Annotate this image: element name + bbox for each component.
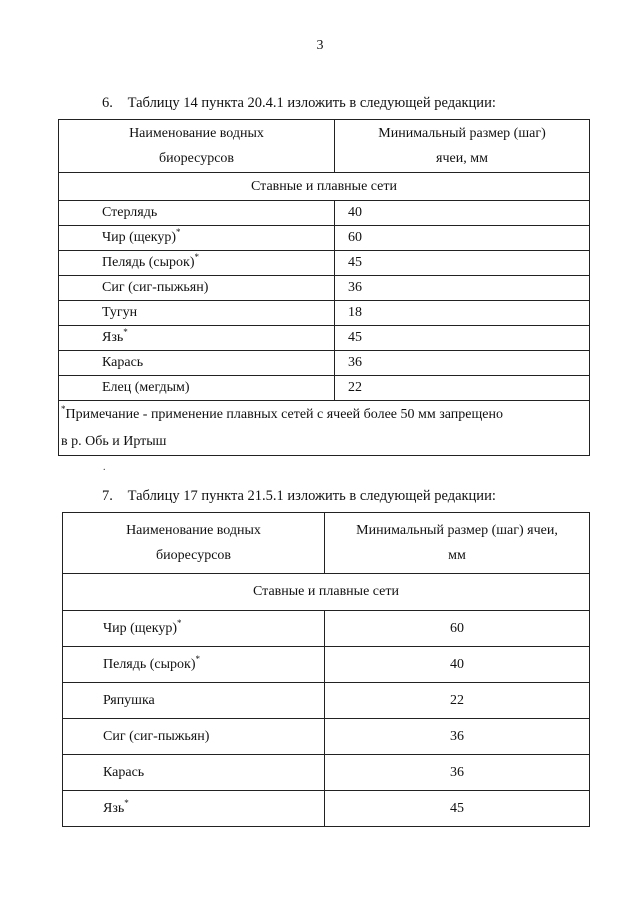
section-6-heading-text: Таблицу 14 пункта 20.4.1 изложить в следующей редакции: [127, 95, 496, 111]
species-cell: Язь* [59, 326, 335, 351]
section-7-heading-text: Таблицу 17 пункта 21.5.1 изложить в следующей редакции: [127, 488, 496, 504]
mesh-size-cell: 36 [325, 719, 590, 755]
table-row [59, 276, 590, 301]
mesh-size-cell: 22 [325, 683, 590, 719]
section-6-heading [102, 95, 496, 112]
species-cell: Карась [59, 351, 335, 376]
mesh-size-cell: 45 [335, 251, 590, 276]
species-cell: Елец (мегдым) [59, 376, 335, 401]
species-cell: Чир (щекур)* [59, 226, 335, 251]
table-14 [58, 119, 590, 456]
column-header-name [63, 513, 325, 574]
column-header-value-line1: Минимальный размер (шаг) [378, 126, 546, 141]
mesh-size-cell: 60 [325, 611, 590, 647]
mesh-size-cell: 45 [335, 326, 590, 351]
species-cell: Сиг (сиг-пыжьян) [59, 276, 335, 301]
stray-dot: . [103, 462, 106, 473]
table-row [59, 376, 590, 401]
table-row [63, 647, 590, 683]
species-cell: Карась [63, 755, 325, 791]
table-row [59, 201, 590, 226]
column-header-value-line2: ячеи, мм [436, 151, 488, 166]
note-line2: в р. Обь и Иртыш [61, 434, 167, 449]
mesh-size-cell: 40 [335, 201, 590, 226]
page-number: 3 [316, 38, 324, 53]
table-17 [62, 512, 590, 827]
table-header-row [63, 513, 590, 574]
mesh-size-cell: 45 [325, 791, 590, 827]
table-note-row [59, 401, 590, 456]
column-header-value-line1: Минимальный размер (шаг) ячеи, [356, 523, 558, 538]
table-header-row [59, 120, 590, 173]
table-row [63, 683, 590, 719]
column-header-name-line1: Наименование водных [126, 523, 261, 538]
section-7-number: 7. [102, 488, 113, 504]
species-cell: Пелядь (сырок)* [63, 647, 325, 683]
mesh-size-cell: 22 [335, 376, 590, 401]
category-label: Ставные и плавные сети [59, 173, 590, 201]
note-line1: Примечание - применение плавных сетей с ячеей более 50 мм запрещено [65, 407, 503, 422]
mesh-size-cell: 40 [325, 647, 590, 683]
mesh-size-cell: 36 [335, 351, 590, 376]
table-row [59, 351, 590, 376]
column-header-name-line2: биоресурсов [158, 151, 235, 166]
mesh-size-cell: 60 [335, 226, 590, 251]
table-row [59, 251, 590, 276]
column-header-value [325, 513, 590, 574]
species-cell: Тугун [59, 301, 335, 326]
table-row [63, 755, 590, 791]
table-row [63, 719, 590, 755]
table-note [59, 401, 590, 456]
mesh-size-cell: 18 [335, 301, 590, 326]
mesh-size-cell: 36 [325, 755, 590, 791]
species-cell: Язь* [63, 791, 325, 827]
species-cell: Чир (щекур)* [63, 611, 325, 647]
column-header-name [59, 120, 335, 173]
category-row [63, 574, 590, 611]
section-6-number: 6. [102, 95, 113, 111]
column-header-name-line1: Наименование водных [129, 126, 264, 141]
species-cell: Стерлядь [59, 201, 335, 226]
section-7-heading [102, 488, 496, 505]
mesh-size-cell: 36 [335, 276, 590, 301]
table-row [59, 326, 590, 351]
table-row [63, 791, 590, 827]
column-header-value-line2: мм [448, 548, 466, 563]
table-row [59, 301, 590, 326]
note-mark: * [61, 404, 66, 414]
category-label: Ставные и плавные сети [63, 574, 590, 611]
column-header-value [335, 120, 590, 173]
table-row [59, 226, 590, 251]
category-row [59, 173, 590, 201]
species-cell: Пелядь (сырок)* [59, 251, 335, 276]
column-header-name-line2: биоресурсов [155, 548, 232, 563]
table-row [63, 611, 590, 647]
species-cell: Сиг (сиг-пыжьян) [63, 719, 325, 755]
species-cell: Ряпушка [63, 683, 325, 719]
